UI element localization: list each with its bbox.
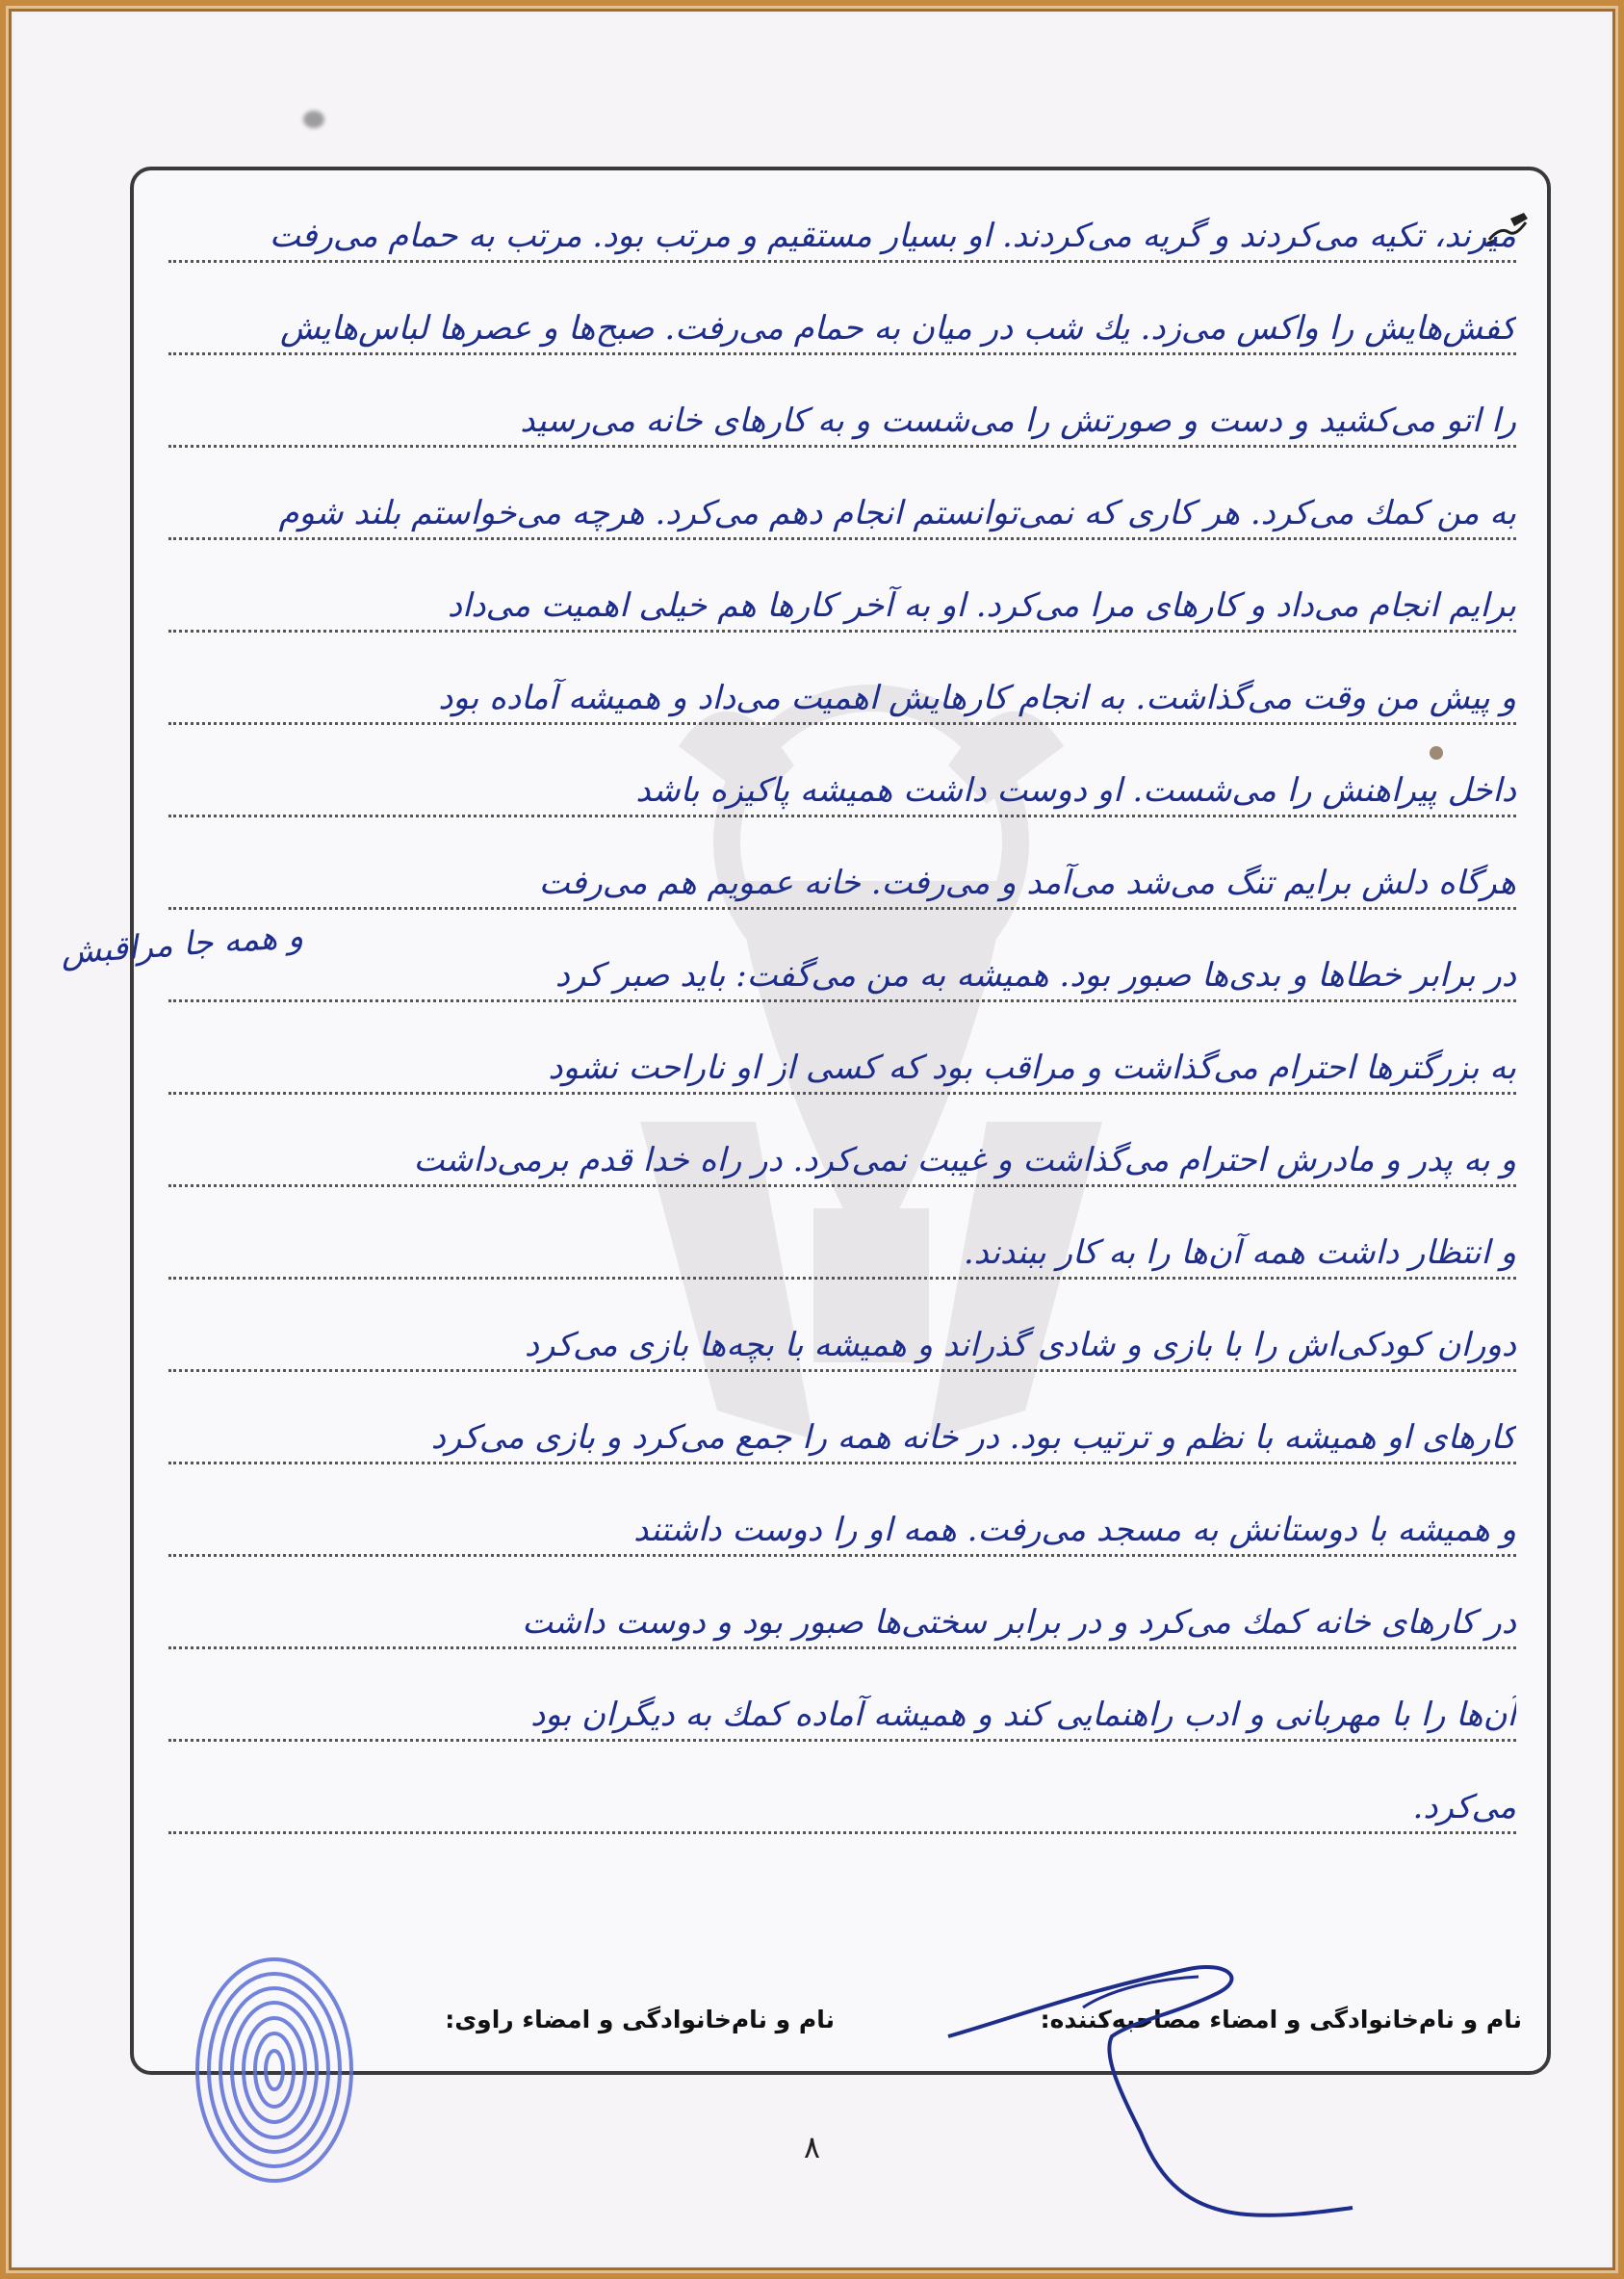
text-line (168, 1742, 1516, 1834)
text-line (168, 817, 1516, 910)
text-line (168, 910, 1516, 1002)
handwritten-signature (939, 1950, 1362, 2229)
margin-note: و همه جا مراقبش (59, 917, 305, 972)
text-line (168, 1649, 1516, 1742)
text-line (168, 1464, 1516, 1557)
line-text: و انتظار داشت همه آن‌ها را به كار ببندند. (963, 1233, 1516, 1272)
text-line (168, 540, 1516, 633)
text-line (168, 1002, 1516, 1095)
text-line (168, 633, 1516, 725)
line-text: و به پدر و مادرش احترام مى‌گذاشت و غيبت نمى‌كرد. در راه خدا قدم برمى‌داشت (413, 1141, 1516, 1179)
line-text: به بزرگترها احترام مى‌گذاشت و مراقب بود كه كسى از او ناراحت نشود (548, 1049, 1516, 1087)
text-line (168, 263, 1516, 355)
text-line (168, 448, 1516, 540)
line-text: كارهاى او هميشه با نظم و ترتيب بود. در خانه همه را جمع مى‌كرد و بازى مى‌كرد (430, 1418, 1516, 1457)
line-text: و پيش من وقت مى‌گذاشت. به انجام كارهايش اهميت مى‌داد و هميشه آماده بود (438, 679, 1516, 717)
line-text: آن‌ها را با مهربانى و ادب راهنمايى كند و هميشه آماده كمك به ديگران بود (530, 1696, 1516, 1734)
line-text: مى‌كرد. (1412, 1788, 1516, 1826)
text-line (168, 1187, 1516, 1280)
dotted-rule (168, 1831, 1516, 1834)
text-line (168, 1095, 1516, 1187)
line-text: دوران كودكى‌اش را با بازى و شادى گذراند و هميشه با بچه‌ها بازى مى‌كرد (524, 1326, 1516, 1364)
transcript-box (130, 167, 1551, 2075)
line-text: به من كمك مى‌كرد. هر كارى كه نمى‌توانستم انجام دهم مى‌كرد. هرچه مى‌خواستم بلند شوم (278, 494, 1516, 532)
line-text: در برابر خطاها و بدى‌ها صبور بود. هميشه به من مى‌گفت: بايد صبر كرد (554, 956, 1516, 995)
line-text: داخل پيراهنش را مى‌شست. او دوست داشت هميشه پاكيزه باشد (635, 771, 1516, 810)
text-line (168, 355, 1516, 448)
line-text: ميرند، تكيه مى‌كردند و گريه مى‌كردند. او بسيار مستقيم و مرتب بود. مرتب به حمام مى‌رفت (269, 217, 1516, 255)
handwritten-lines (168, 170, 1516, 2071)
line-text: كفش‌هايش را واكس مى‌زد. يك شب در ميان به حمام مى‌رفت. صبح‌ها و عصرها لباس‌هايش (279, 309, 1516, 348)
line-text: در كارهاى خانه كمك مى‌كرد و در برابر سختى‌ها صبور بود و دوست داشت (522, 1603, 1516, 1642)
line-text: هرگاه دلش برايم تنگ مى‌شد مى‌آمد و مى‌رفت. خانه عمويم هم مى‌رفت (538, 864, 1516, 902)
line-text: و هميشه با دوستانش به مسجد مى‌رفت. همه او را دوست داشتند (633, 1511, 1516, 1549)
text-line (168, 1557, 1516, 1649)
text-line (168, 170, 1516, 263)
narrator-signature-label: نام و نام‌خانوادگی و امضاء راوی: (445, 2006, 835, 2033)
line-text: برايم انجام مى‌داد و كارهاى مرا مى‌كرد. او به آخر كارها هم خيلى اهميت مى‌داد (447, 586, 1516, 625)
interviewer-signature-label: نام و نام‌خانوادگی و امضاء مصاحبه‌کننده: (1040, 2006, 1522, 2033)
text-line (168, 1372, 1516, 1464)
text-line (168, 1280, 1516, 1372)
line-text: را اتو مى‌كشيد و دست و صورتش را مى‌شست و به كارهاى خانه مى‌رسيد (520, 401, 1516, 440)
ink-smudge (303, 111, 324, 128)
text-line (168, 725, 1516, 817)
page-number: ۸ (803, 2129, 821, 2165)
paper-page (14, 14, 1610, 2265)
